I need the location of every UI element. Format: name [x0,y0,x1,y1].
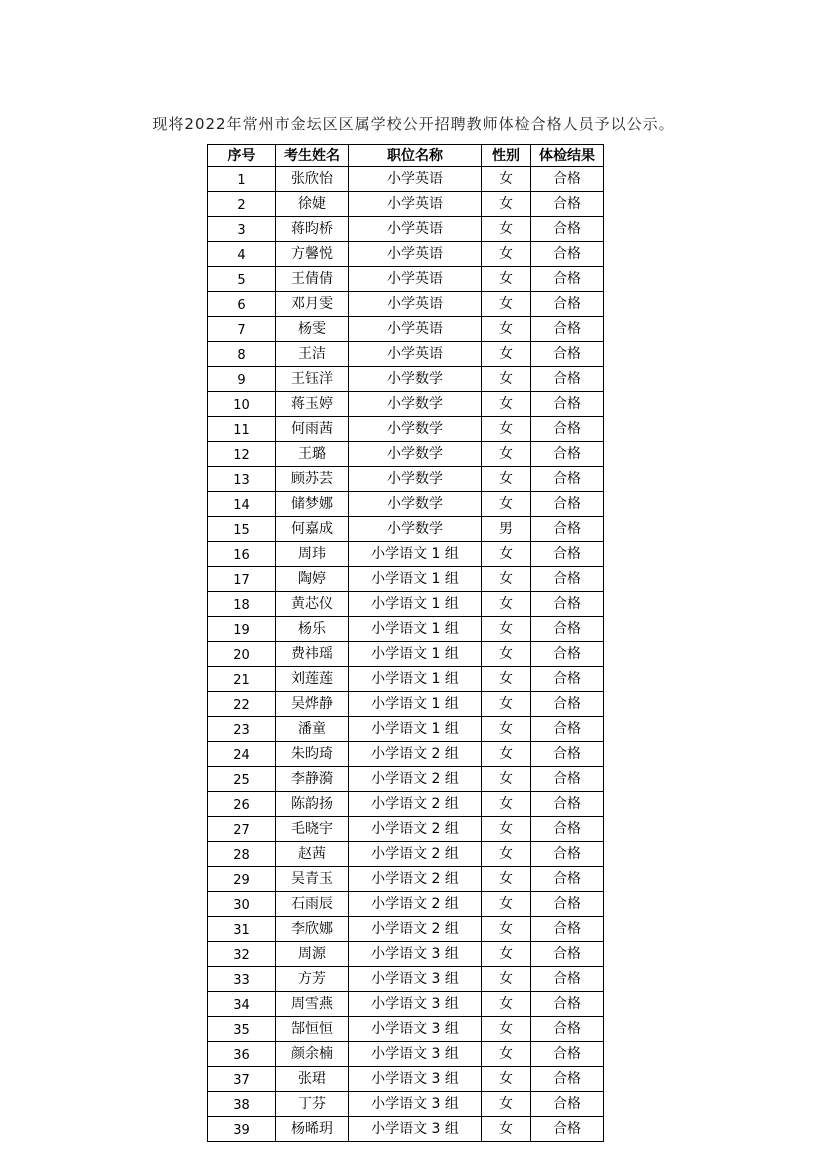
cell-seq: 26 [208,792,276,817]
cell-gender: 女 [482,942,531,967]
cell-result: 合格 [531,267,604,292]
table-row [208,1042,604,1067]
cell-result: 合格 [531,842,604,867]
cell-name: 蒋昀桥 [276,217,349,242]
cell-result: 合格 [531,392,604,417]
cell-name: 朱昀琦 [276,742,349,767]
cell-seq: 27 [208,817,276,842]
cell-gender: 女 [482,992,531,1017]
cell-name: 杨雯 [276,317,349,342]
cell-gender: 女 [482,717,531,742]
cell-seq: 9 [208,367,276,392]
cell-result: 合格 [531,1017,604,1042]
header-position: 职位名称 [349,145,482,167]
cell-name: 李欣娜 [276,917,349,942]
cell-gender: 女 [482,967,531,992]
cell-seq: 29 [208,867,276,892]
cell-position: 小学英语 [349,267,482,292]
table-row [208,667,604,692]
cell-gender: 女 [482,367,531,392]
table-row [208,392,604,417]
cell-result: 合格 [531,992,604,1017]
cell-result: 合格 [531,867,604,892]
cell-position: 小学语文 2 组 [349,917,482,942]
cell-seq: 23 [208,717,276,742]
cell-result: 合格 [531,442,604,467]
table-row [208,517,604,542]
cell-name: 张欣怡 [276,167,349,192]
cell-gender: 女 [482,167,531,192]
table-row [208,217,604,242]
cell-name: 王璐 [276,442,349,467]
cell-gender: 女 [482,742,531,767]
cell-name: 吴青玉 [276,867,349,892]
cell-position: 小学数学 [349,392,482,417]
cell-position: 小学语文 1 组 [349,592,482,617]
table-row [208,817,604,842]
cell-position: 小学语文 2 组 [349,842,482,867]
cell-name: 赵茜 [276,842,349,867]
table-row [208,792,604,817]
cell-result: 合格 [531,467,604,492]
cell-name: 石雨辰 [276,892,349,917]
cell-gender: 女 [482,867,531,892]
cell-gender: 女 [482,842,531,867]
cell-seq: 4 [208,242,276,267]
cell-gender: 女 [482,667,531,692]
cell-seq: 25 [208,767,276,792]
cell-position: 小学英语 [349,342,482,367]
cell-gender: 女 [482,467,531,492]
cell-gender: 女 [482,1117,531,1142]
cell-gender: 女 [482,1092,531,1117]
cell-gender: 女 [482,192,531,217]
cell-position: 小学语文 2 组 [349,817,482,842]
cell-position: 小学语文 2 组 [349,742,482,767]
table-row [208,842,604,867]
cell-gender: 女 [482,892,531,917]
cell-gender: 女 [482,817,531,842]
cell-gender: 女 [482,417,531,442]
cell-result: 合格 [531,417,604,442]
cell-position: 小学英语 [349,317,482,342]
cell-result: 合格 [531,517,604,542]
cell-gender: 女 [482,567,531,592]
cell-position: 小学语文 3 组 [349,1042,482,1067]
cell-position: 小学语文 3 组 [349,1067,482,1092]
table-row [208,767,604,792]
cell-result: 合格 [531,292,604,317]
cell-position: 小学数学 [349,442,482,467]
table-row [208,267,604,292]
table-row [208,167,604,192]
cell-result: 合格 [531,167,604,192]
cell-seq: 19 [208,617,276,642]
cell-seq: 12 [208,442,276,467]
cell-position: 小学语文 3 组 [349,992,482,1017]
cell-seq: 28 [208,842,276,867]
cell-name: 黄芯仪 [276,592,349,617]
cell-seq: 33 [208,967,276,992]
cell-position: 小学语文 1 组 [349,567,482,592]
cell-result: 合格 [531,692,604,717]
cell-position: 小学语文 1 组 [349,642,482,667]
cell-position: 小学语文 2 组 [349,867,482,892]
cell-gender: 女 [482,767,531,792]
cell-seq: 8 [208,342,276,367]
cell-result: 合格 [531,892,604,917]
cell-result: 合格 [531,1092,604,1117]
cell-position: 小学英语 [349,242,482,267]
header-name: 考生姓名 [276,145,349,167]
cell-seq: 31 [208,917,276,942]
cell-seq: 37 [208,1067,276,1092]
cell-seq: 17 [208,567,276,592]
cell-name: 张珺 [276,1067,349,1092]
announcement-text: 现将2022年常州市金坛区区属学校公开招聘教师体检合格人员予以公示。 [152,115,675,133]
cell-name: 何雨茜 [276,417,349,442]
cell-seq: 14 [208,492,276,517]
cell-name: 方芳 [276,967,349,992]
table-row [208,917,604,942]
cell-result: 合格 [531,1067,604,1092]
cell-position: 小学数学 [349,417,482,442]
cell-seq: 18 [208,592,276,617]
cell-gender: 女 [482,1042,531,1067]
cell-gender: 女 [482,392,531,417]
cell-result: 合格 [531,367,604,392]
cell-name: 颜余楠 [276,1042,349,1067]
cell-result: 合格 [531,542,604,567]
table-row [208,417,604,442]
table-row [208,692,604,717]
results-table [207,144,604,1142]
table-row [208,1117,604,1142]
cell-position: 小学语文 2 组 [349,892,482,917]
cell-seq: 15 [208,517,276,542]
cell-gender: 女 [482,267,531,292]
cell-result: 合格 [531,667,604,692]
cell-gender: 女 [482,692,531,717]
cell-seq: 24 [208,742,276,767]
cell-seq: 39 [208,1117,276,1142]
cell-position: 小学语文 2 组 [349,792,482,817]
cell-seq: 20 [208,642,276,667]
cell-seq: 6 [208,292,276,317]
cell-gender: 女 [482,1017,531,1042]
cell-gender: 女 [482,642,531,667]
cell-position: 小学语文 3 组 [349,942,482,967]
cell-name: 吴烨静 [276,692,349,717]
cell-seq: 1 [208,167,276,192]
cell-position: 小学语文 1 组 [349,617,482,642]
cell-seq: 21 [208,667,276,692]
table-row [208,317,604,342]
cell-name: 潘童 [276,717,349,742]
table-row [208,242,604,267]
cell-name: 费祎瑶 [276,642,349,667]
cell-seq: 16 [208,542,276,567]
table-row [208,1092,604,1117]
cell-result: 合格 [531,717,604,742]
cell-result: 合格 [531,242,604,267]
table-row [208,292,604,317]
cell-seq: 22 [208,692,276,717]
cell-name: 周源 [276,942,349,967]
table-row [208,542,604,567]
cell-name: 储梦娜 [276,492,349,517]
cell-name: 王钰洋 [276,367,349,392]
table-row [208,1017,604,1042]
cell-result: 合格 [531,967,604,992]
cell-position: 小学语文 2 组 [349,767,482,792]
cell-seq: 10 [208,392,276,417]
cell-result: 合格 [531,592,604,617]
cell-name: 何嘉成 [276,517,349,542]
cell-name: 丁芬 [276,1092,349,1117]
table-row [208,342,604,367]
table-row [208,442,604,467]
cell-name: 周玮 [276,542,349,567]
cell-name: 李静漪 [276,767,349,792]
cell-position: 小学语文 3 组 [349,1117,482,1142]
cell-name: 毛晓宇 [276,817,349,842]
cell-result: 合格 [531,1117,604,1142]
cell-seq: 5 [208,267,276,292]
table-row [208,642,604,667]
cell-position: 小学语文 1 组 [349,717,482,742]
cell-name: 顾苏芸 [276,467,349,492]
table-row [208,942,604,967]
cell-result: 合格 [531,917,604,942]
cell-position: 小学语文 1 组 [349,692,482,717]
cell-gender: 女 [482,292,531,317]
cell-position: 小学英语 [349,217,482,242]
cell-position: 小学英语 [349,292,482,317]
cell-position: 小学语文 3 组 [349,1092,482,1117]
cell-result: 合格 [531,642,604,667]
cell-gender: 女 [482,242,531,267]
cell-gender: 女 [482,317,531,342]
cell-result: 合格 [531,767,604,792]
cell-position: 小学英语 [349,167,482,192]
cell-gender: 女 [482,1067,531,1092]
table-row [208,892,604,917]
table-row [208,617,604,642]
cell-name: 刘莲莲 [276,667,349,692]
table-row [208,717,604,742]
cell-name: 陈韵扬 [276,792,349,817]
table-row [208,867,604,892]
cell-gender: 女 [482,542,531,567]
cell-seq: 32 [208,942,276,967]
cell-gender: 女 [482,442,531,467]
cell-name: 杨乐 [276,617,349,642]
table-row [208,467,604,492]
table-header-row [208,145,604,167]
cell-gender: 女 [482,917,531,942]
table-row [208,367,604,392]
cell-name: 陶婷 [276,567,349,592]
cell-position: 小学语文 1 组 [349,667,482,692]
cell-seq: 34 [208,992,276,1017]
header-result: 体检结果 [531,145,604,167]
header-gender: 性别 [482,145,531,167]
cell-name: 方馨悦 [276,242,349,267]
cell-seq: 2 [208,192,276,217]
cell-gender: 女 [482,592,531,617]
cell-name: 周雪燕 [276,992,349,1017]
cell-position: 小学语文 3 组 [349,967,482,992]
cell-seq: 35 [208,1017,276,1042]
cell-name: 王洁 [276,342,349,367]
cell-seq: 38 [208,1092,276,1117]
cell-gender: 女 [482,792,531,817]
table-row [208,492,604,517]
cell-seq: 7 [208,317,276,342]
cell-result: 合格 [531,317,604,342]
cell-seq: 13 [208,467,276,492]
cell-position: 小学语文 1 组 [349,542,482,567]
cell-seq: 36 [208,1042,276,1067]
table-row [208,967,604,992]
table-row [208,192,604,217]
cell-seq: 30 [208,892,276,917]
cell-result: 合格 [531,792,604,817]
cell-result: 合格 [531,342,604,367]
cell-result: 合格 [531,217,604,242]
cell-seq: 3 [208,217,276,242]
table-row [208,992,604,1017]
cell-result: 合格 [531,492,604,517]
cell-name: 王倩倩 [276,267,349,292]
cell-result: 合格 [531,942,604,967]
cell-result: 合格 [531,567,604,592]
table-row [208,1067,604,1092]
cell-position: 小学语文 3 组 [349,1017,482,1042]
cell-gender: 女 [482,617,531,642]
cell-name: 徐婕 [276,192,349,217]
cell-position: 小学数学 [349,467,482,492]
cell-result: 合格 [531,742,604,767]
cell-position: 小学数学 [349,492,482,517]
cell-gender: 女 [482,492,531,517]
cell-position: 小学数学 [349,517,482,542]
cell-result: 合格 [531,1042,604,1067]
table-row [208,592,604,617]
table-row [208,567,604,592]
header-seq: 序号 [208,145,276,167]
cell-name: 蒋玉婷 [276,392,349,417]
cell-name: 郜恒恒 [276,1017,349,1042]
cell-gender: 女 [482,217,531,242]
cell-result: 合格 [531,192,604,217]
cell-result: 合格 [531,817,604,842]
cell-gender: 女 [482,342,531,367]
cell-gender: 男 [482,517,531,542]
cell-position: 小学数学 [349,367,482,392]
cell-seq: 11 [208,417,276,442]
table-row [208,742,604,767]
cell-name: 杨晞玥 [276,1117,349,1142]
cell-name: 邓月雯 [276,292,349,317]
cell-position: 小学英语 [349,192,482,217]
cell-result: 合格 [531,617,604,642]
